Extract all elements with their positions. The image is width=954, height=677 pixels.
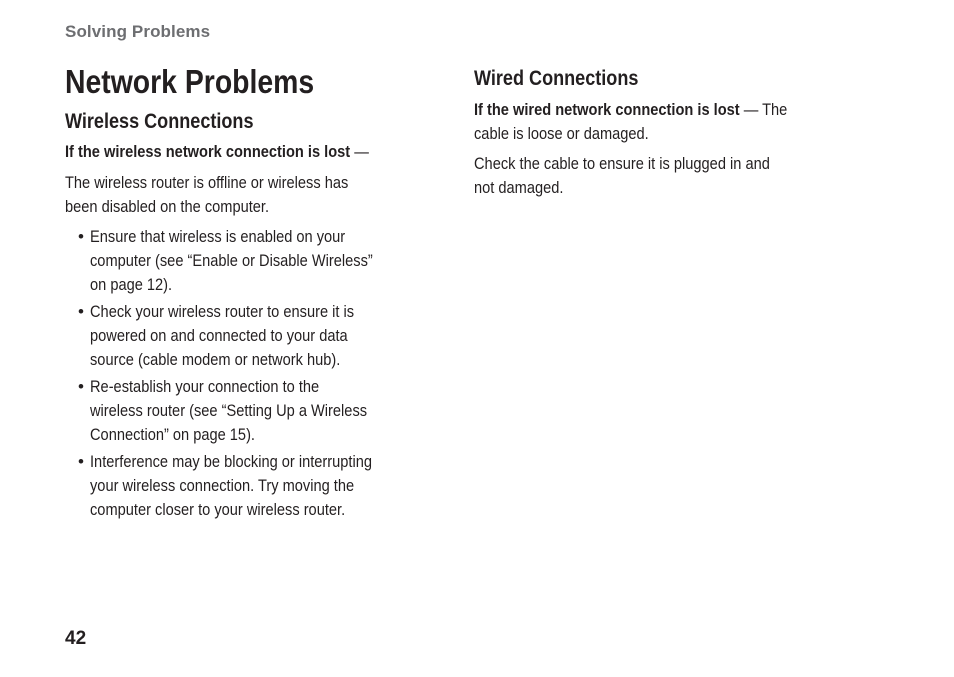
- list-item-line: on page 12).: [90, 275, 173, 294]
- bullet-icon: •: [78, 452, 84, 471]
- page-number: 42: [65, 628, 87, 649]
- wireless-intro-line: The wireless router is offline or wireless has: [65, 173, 349, 192]
- wireless-intro: [65, 171, 450, 219]
- wired-lost-lead-line: cable is loose or damaged.: [474, 124, 649, 143]
- list-item-interference: [65, 450, 450, 522]
- list-item-line: computer closer to your wireless router.: [90, 500, 346, 519]
- list-item-line: Check your wireless router to ensure it is: [90, 302, 355, 321]
- bullet-icon: •: [78, 377, 84, 396]
- wireless-troubleshooting-list: [65, 225, 450, 522]
- list-item-check-router: [65, 300, 450, 372]
- running-head: Solving Problems: [65, 22, 211, 41]
- left-column: [65, 62, 450, 522]
- list-item-line: your wireless connection. Try moving the: [90, 476, 355, 495]
- wired-lost-lead: [474, 98, 864, 146]
- wired-lost-lead-bold: If the wired network connection is lost: [474, 100, 740, 119]
- list-item-line: wireless router (see “Setting Up a Wireless: [90, 401, 368, 420]
- list-item-reestablish-connection: [65, 375, 450, 447]
- wired-check-cable-line: Check the cable to ensure it is plugged in and: [474, 154, 770, 173]
- list-item-line: computer (see “Enable or Disable Wireless”: [90, 251, 373, 270]
- wired-lost-lead-line: [474, 98, 864, 122]
- wireless-intro-line: been disabled on the computer.: [65, 197, 270, 216]
- wireless-lost-lead-dash: —: [350, 142, 369, 161]
- list-item-enable-wireless: [65, 225, 450, 297]
- page-title: Network Problems: [65, 63, 315, 100]
- right-column: [474, 66, 864, 200]
- list-item-line: Connection” on page 15).: [90, 425, 255, 444]
- list-item-line: powered on and connected to your data: [90, 326, 348, 345]
- wireless-lost-lead: [65, 140, 450, 164]
- wired-connections-heading: Wired Connections: [474, 67, 639, 90]
- list-item-line: Re-establish your connection to the: [90, 377, 320, 396]
- wired-lost-lead-rest: — The: [739, 100, 788, 119]
- list-item-line: Interference may be blocking or interrupting: [90, 452, 372, 471]
- wired-check-cable-line: not damaged.: [474, 178, 564, 197]
- bullet-icon: •: [78, 227, 84, 246]
- wired-check-cable: [474, 152, 864, 200]
- wireless-lost-lead-bold: If the wireless network connection is lost: [65, 142, 351, 161]
- wireless-connections-heading: Wireless Connections: [65, 110, 254, 133]
- bullet-icon: •: [78, 302, 84, 321]
- list-item-line: source (cable modem or network hub).: [90, 350, 341, 369]
- list-item-line: Ensure that wireless is enabled on your: [90, 227, 346, 246]
